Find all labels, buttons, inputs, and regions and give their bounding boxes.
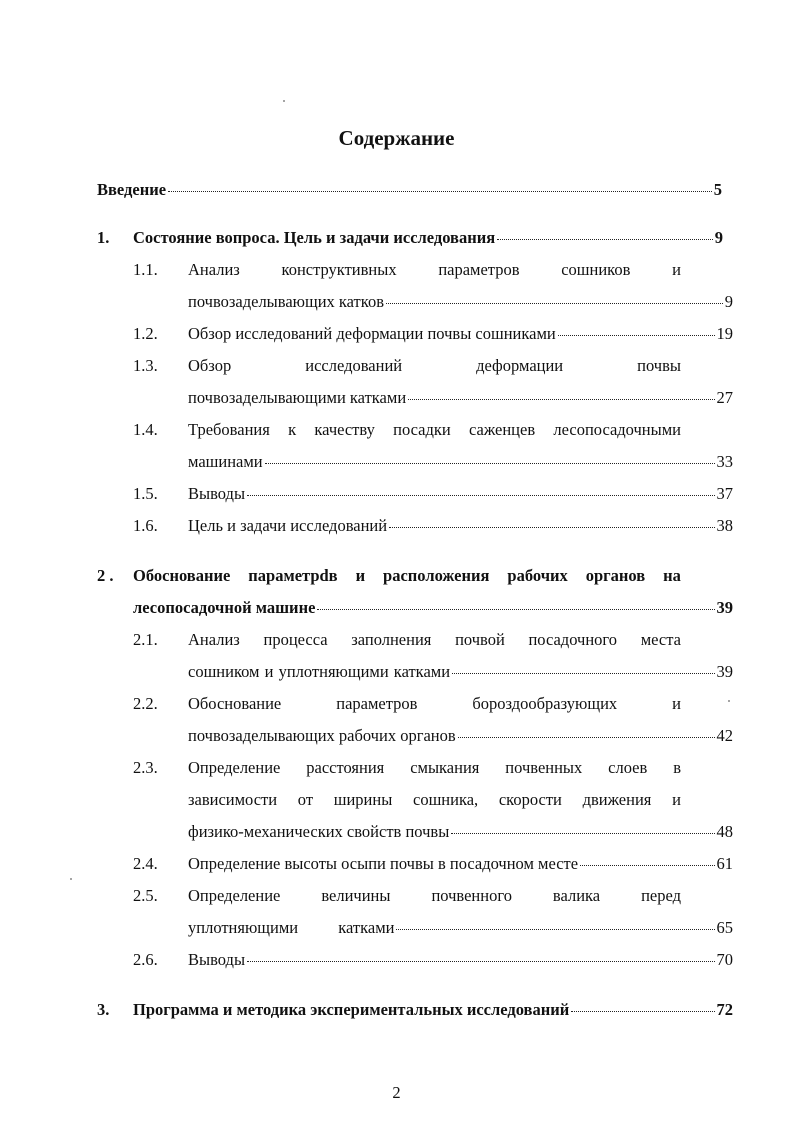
section-number: 2.2. [133,694,158,713]
word: Обоснование [188,694,282,713]
section-2-1-line1 [188,630,681,650]
leader-dots [458,736,715,738]
leader-dots [558,334,715,336]
scan-speck [728,700,730,702]
chapter-1-page: 9 [714,228,723,247]
word: Требования [188,420,270,439]
word: и [355,566,366,585]
section-1-3-line2 [188,388,733,408]
word: расположения [383,566,490,585]
word: к [288,420,297,439]
word: почвой [455,630,505,649]
chapter-3-entry [133,1000,733,1020]
section-1-4-line1 [188,420,681,440]
chapter-3-title: Программа и методика экспериментальных исследований [133,1000,570,1019]
chapter-3-number: 3. [97,1000,110,1019]
word: параметрdв [248,566,338,585]
word: рабочих [507,566,568,585]
word: исследований [305,356,403,375]
section-page: 37 [716,484,733,503]
word: саженцев [469,420,536,439]
word: места [640,630,681,649]
word: и [672,694,681,713]
word: почвенных [505,758,583,777]
section-1-2 [188,324,733,344]
section-text: уплотняющими катками [188,918,395,937]
leader-dots [451,832,714,834]
section-1-5 [188,484,733,504]
toc-intro-page: 5 [713,180,722,199]
section-page: 42 [716,726,733,745]
word: Определение [188,886,281,905]
section-page: 9 [724,292,733,311]
word: бороздообразующих [472,694,618,713]
word: конструктивных [281,260,397,279]
word: сошников [561,260,631,279]
word: валика [552,886,601,905]
chapter-1-title: Состояние вопроса. Цель и задачи исследования [133,228,496,247]
word: качеству [314,420,375,439]
section-1-1-line1 [188,260,681,280]
toc-intro-label: Введение [97,180,167,199]
word: параметров [336,694,418,713]
word: расстояния [306,758,385,777]
leader-dots [452,672,714,674]
chapter-3-page: 72 [716,1000,733,1019]
section-text: Обзор исследований деформации почвы сошниками [188,324,556,343]
section-page: 27 [716,388,733,407]
word: органов [585,566,646,585]
word: Обзор [188,356,232,375]
page-number: 2 [392,1083,401,1102]
section-page: 65 [716,918,733,937]
section-2-2-line1 [188,694,681,714]
section-text: почвозаделывающих рабочих органов [188,726,456,745]
section-number: 2.3. [133,758,158,777]
section-number: 2.1. [133,630,158,649]
section-page: 61 [716,854,733,873]
section-number: 1.5. [133,484,158,503]
section-page: 33 [716,452,733,471]
section-2-3-line2 [188,790,681,810]
leader-dots [408,398,714,400]
word: Определение [188,758,281,777]
section-page: 38 [716,516,733,535]
leader-dots [497,238,713,240]
leader-dots [265,462,715,464]
word: от [297,790,314,809]
section-2-3-line1 [188,758,681,778]
word: параметров [438,260,520,279]
section-1-4-line2 [188,452,733,472]
word: на [663,566,681,585]
chapter-1-number: 1. [97,228,110,247]
leader-dots [168,190,712,192]
scan-speck [70,878,72,880]
section-number: 2.6. [133,950,158,969]
toc-intro [97,180,722,200]
word: смыкания [410,758,480,777]
word: Анализ [188,630,240,649]
section-1-3-line1 [188,356,681,376]
section-text: Выводы [188,484,246,503]
section-text: физико-механических свойств почвы [188,822,450,841]
word: зависимости [188,790,278,809]
chapter-2-title-line2 [133,598,733,618]
word: ширины [333,790,393,809]
word: слоев [608,758,648,777]
section-2-4 [188,854,733,874]
section-text: сошником и уплотняющими катками [188,662,451,681]
section-text: машинами [188,452,263,471]
chapter-2-title: лесопосадочной машине [133,598,316,617]
section-number: 1.4. [133,420,158,439]
section-number: 2.5. [133,886,158,905]
section-page: 48 [716,822,733,841]
chapter-1-entry [133,228,723,248]
leader-dots [247,494,714,496]
word: в [673,758,681,777]
leader-dots [580,864,714,866]
word: посадочного [528,630,618,649]
leader-dots [396,928,714,930]
word: почвенного [431,886,512,905]
section-2-5-line2 [188,918,733,938]
word: деформации [476,356,564,375]
section-number: 1.6. [133,516,158,535]
section-number: 1.3. [133,356,158,375]
word: движения [582,790,652,809]
page-title: Содержание [338,126,455,150]
section-text: Цель и задачи исследований [188,516,388,535]
word: Обоснование [133,566,231,585]
section-page: 39 [716,662,733,681]
word: и [672,260,681,279]
section-2-1-line2 [188,662,733,682]
chapter-2-number: 2 . [97,566,114,585]
chapter-2-page: 39 [716,598,733,617]
leader-dots [247,960,714,962]
section-2-5-line1 [188,886,681,906]
word: посадки [393,420,451,439]
section-number: 1.2. [133,324,158,343]
section-text: почвозаделывающих катков [188,292,384,311]
section-2-6 [188,950,733,970]
scan-speck [283,100,285,102]
section-text: Выводы [188,950,246,969]
word: сошника, [413,790,479,809]
section-number: 2.4. [133,854,158,873]
word: и [672,790,681,809]
leader-dots [386,302,723,304]
word: почвы [637,356,681,375]
word: заполнения [351,630,432,649]
section-1-1-line2 [188,292,733,312]
chapter-2-title-line1 [133,566,681,586]
section-number: 1.1. [133,260,158,279]
section-page: 19 [716,324,733,343]
section-2-3-line3 [188,822,733,842]
leader-dots [389,526,714,528]
word: величины [321,886,391,905]
word: Анализ [188,260,240,279]
section-2-2-line2 [188,726,733,746]
leader-dots [317,608,714,610]
leader-dots [571,1010,714,1012]
section-1-6 [188,516,733,536]
section-page: 70 [716,950,733,969]
word: скорости [498,790,562,809]
word: перед [641,886,681,905]
word: лесопосадочными [553,420,681,439]
word: процесса [263,630,328,649]
section-text: почвозаделывающими катками [188,388,407,407]
section-text: Определение высоты осыпи почвы в посадочном месте [188,854,579,873]
